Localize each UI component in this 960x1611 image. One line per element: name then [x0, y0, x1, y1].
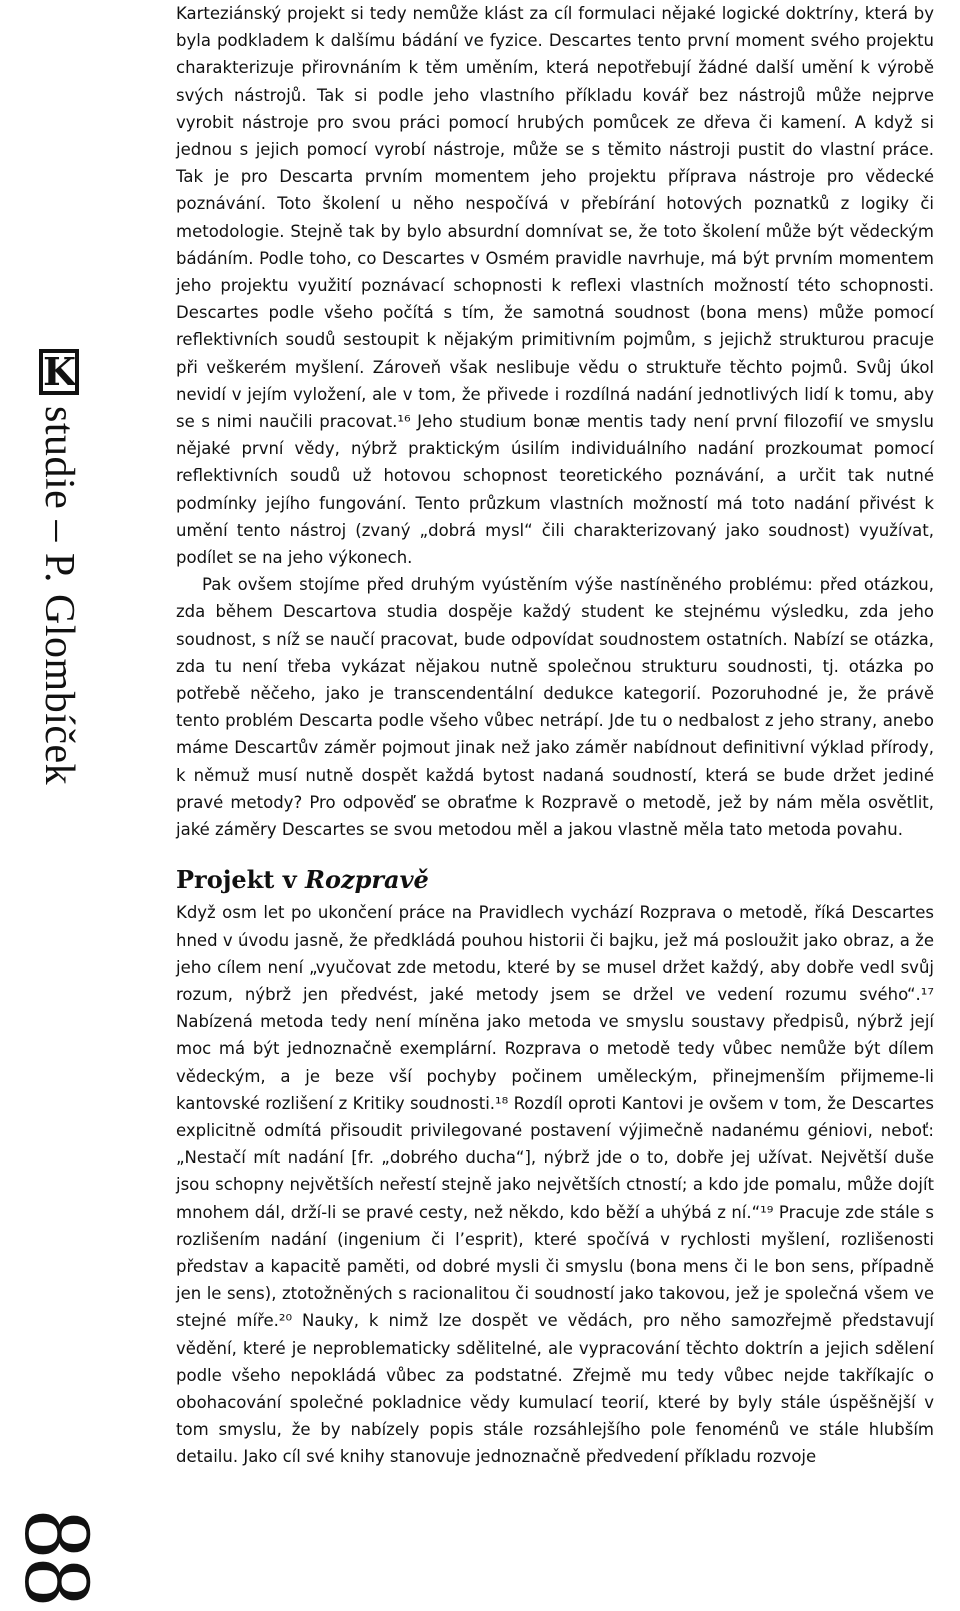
- running-head: [32, 349, 86, 786]
- section-heading-plain: Projekt v: [176, 865, 306, 895]
- running-head-text: studie – P. Glombíček: [36, 406, 82, 786]
- section-heading: [176, 865, 934, 895]
- journal-logo: K: [39, 349, 79, 395]
- paragraph-1: Karteziánský projekt si tedy nemůže klást za cíl formulaci nějaké logické doktríny, která by byla podkladem k dalšímu bádání ve fyzice. Descartes tento první moment svého projektu charakterizuje přirovnáním k těm uměním, která nepotřebují žádné další umění k výrobě svých nástrojů. Tak si podle jeho vlastního příkladu kovář bez nástrojů může nejprve vyrobit nástroje pro svou práci pomocí hrubých pomůcek ze dřeva či kamení. A když si jednou s jejich pomocí vyrobí nástroje, může se s těmito nástroji pustit do vlastní práce. Tak je pro Descarta prvním momentem jeho projektu příprava nástroje pro vědecké poznávání. Toto školení u něho nespočívá v přebírání hotových poznatků z logiky či metodologie. Stejně tak by bylo absurdní domnívat se, že toto školení může být vědeckým bádáním. Podle toho, co Descartes v Osmém pravidle navrhuje, má být prvním momentem jeho projektu využití poznávací schopnosti k reflexi vlastních možností této schopnosti. Descartes podle všeho počítá s tím, že samotná soudnost (bona mens) může pomocí reflektivních soudů sestoupit k nějakým primitivním pojmům, s jejichž strukturou pracuje při veškerém myšlení. Zároveň však neslibuje vědu o struktuře těchto pojmů. Svůj úkol nevidí v jejím vyložení, ale v tom, že přivede i rozdílná nadání jednotlivých lidí k tomu, aby se s nimi naučili pracovat.¹⁶ Jeho studium bonæ mentis tady není první filozofií ve smyslu nějaké první vědy, nýbrž praktickým úsilím individuálního nadání prozkoumat pomocí reflektivních soudů už hotovou schopnost teoretického poznávání, a určit tak nutné podmínky jejího fungování. Tento průzkum vlastních možností má toto nadání přivést k umění tento nástroj (zvaný „dobrá mysl“ čili charakterizovaný jako soudnost) využívat, podílet se na jeho výkonech.: [176, 4, 934, 568]
- paragraph-2: Pak ovšem stojíme před druhým vyústěním výše nastíněného problému: před otázkou, zda během Descartova studia dospěje každý student ke stejnému výsledku, zda jeho soudnost, s níž se naučí pracovat, bude odpovídat soudnostem ostatních. Nabízí se otázka, zda tu není třeba vykázat nějakou nutně společnou strukturu soudnosti, tj. otázka po potřebě něčeho, jako je transcendentální dedukce kategorií. Pozoruhodné je, že právě tento problém Descarta podle všeho vůbec netrápí. Jde tu o nedbalost z jeho strany, anebo máme Descartův záměr pojmout jinak než jako záměr nabídnout definitivní výklad přírody, k němuž musí nutně dospět každá bytost nadaná soudností, která se bude držet jediné pravé metody? Pro odpověď se obraťme k Rozpravě o metodě, jež by nám měla osvětlit, jaké záměry Descartes se svou metodou měl a jakou vlastně měla tato metoda povahu.: [176, 575, 934, 840]
- section-heading-italic: Rozpravě: [305, 865, 429, 895]
- paragraph-3: Když osm let po ukončení práce na Pravidlech vychází Rozprava o metodě, říká Descartes hned v úvodu jasně, že předkládá pouhou historii či bajku, jež má posloužit jako obraz, a že jeho cílem není „vyučovat zde metodu, které by se musel držet každý, aby dobře vedl svůj rozum, nýbrž jen předvést, jaké metody jsem se držel ve vedení rozumu svého“.¹⁷ Nabízená metoda tedy není míněna jako metoda ve smyslu soustavy předpisů, nýbrž její moc má být jednoznačně exemplární. Rozprava o metodě tedy vůbec nemůže být dílem vědeckým, a je beze vší pochyby počinem uměleckým, přinejmenším přijmeme-li kantovské rozlišení z Kritiky soudnosti.¹⁸ Rozdíl oproti Kantovi je ovšem v tom, že Descartes explicitně odmítá přisoudit privilegované postavení výjimečně nadanému géniovi, neboť: „Nestačí mít nadání [fr. „dobrého ducha“], nýbrž jde o to, dobře jej užívat. Největší duše jsou schopny největších neřestí stejně jako největších ctností; a kdo jde pomalu, může dojít mnohem dál, drží-li se pravé cesty, než někdo, kdo běží a uhýbá z ní.“¹⁹ Pracuje zde stále s rozlišením nadání (ingenium či l’esprit), které spočívá v rychlosti myšlení, rozlišenosti představ a kapacitě paměti, od dobré mysli či smyslu (bona mens či le bon sens, případně jen le sens), ztotožněných s racionalitou či soudností jako takovou, jež je společná všem ve stejné míře.²⁰ Nauky, k nimž lze dospět ve vědách, pro něho samozřejmě představují vědění, které je neproblematicky sdělitelné, ale vypracování těchto doktrín a jejich sdělení podle všeho nepokládá vůbec za podstatné. Zřejmě mu tedy vůbec nejde takříkajíc o obohacování společné pokladnice vědy kumulací teorií, které by byly stále úspěšnější v tom smyslu, že by nabízely popis stále rozsáhlejšího pole fenoménů ve stále hlubším detailu. Jako cíl své knihy stanovuje jednoznačně předvedení příkladu rozvoje: [176, 903, 934, 1467]
- article-body: [176, 0, 934, 1471]
- page-number: 88: [5, 1510, 112, 1606]
- sidebar: [0, 0, 120, 1611]
